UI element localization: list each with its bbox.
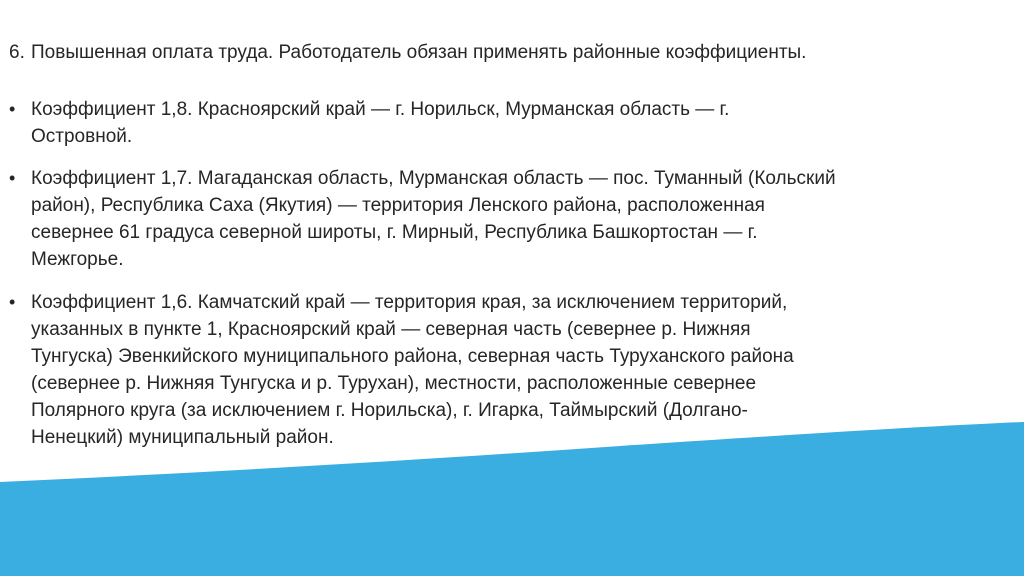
- bullet-item-coefficient-1-6: [9, 289, 969, 451]
- list-number: 6.: [9, 42, 25, 63]
- text-line: Коэффициент 1,7. Магаданская область, Мурманская область — пос. Туманный (Кольский: [31, 168, 836, 189]
- text-line: Ненецкий) муниципальный район.: [31, 427, 334, 448]
- text-line: севернее 61 градуса северной широты, г. Мирный, Республика Башкортостан — г.: [31, 222, 758, 243]
- bullet-marker: •: [9, 99, 16, 119]
- bullet-text: [31, 96, 969, 150]
- bullet-text: [31, 289, 969, 451]
- text-line: Коэффициент 1,6. Камчатский край — территория края, за исключением территорий,: [31, 292, 788, 313]
- bullet-item-coefficient-1-8: [9, 96, 969, 150]
- list-item-6: [9, 41, 1009, 65]
- list-item-text: Повышенная оплата труда. Работодатель обязан применять районные коэффициенты.: [31, 42, 807, 63]
- bullet-item-coefficient-1-7: [9, 165, 969, 273]
- text-line: Островной.: [31, 126, 133, 147]
- text-line: Коэффициент 1,8. Красноярский край — г. Норильск, Мурманская область — г.: [31, 99, 730, 120]
- text-line: Полярного круга (за исключением г. Норильска), г. Игарка, Таймырский (Долгано-: [31, 400, 748, 421]
- text-line: Межгорье.: [31, 249, 124, 270]
- text-line: (севернее р. Нижняя Тунгуска и р. Турухан), местности, расположенные севернее: [31, 373, 757, 394]
- bullet-marker: •: [9, 292, 16, 312]
- bullet-marker: •: [9, 168, 16, 188]
- bullet-text: [31, 165, 969, 273]
- text-line: район), Республика Саха (Якутия) — территория Ленского района, расположенная: [31, 195, 765, 216]
- text-line: Тунгуска) Эвенкийского муниципального района, северная часть Туруханского района: [31, 346, 794, 367]
- text-line: указанных в пункте 1, Красноярский край — северная часть (севернее р. Нижняя: [31, 319, 751, 340]
